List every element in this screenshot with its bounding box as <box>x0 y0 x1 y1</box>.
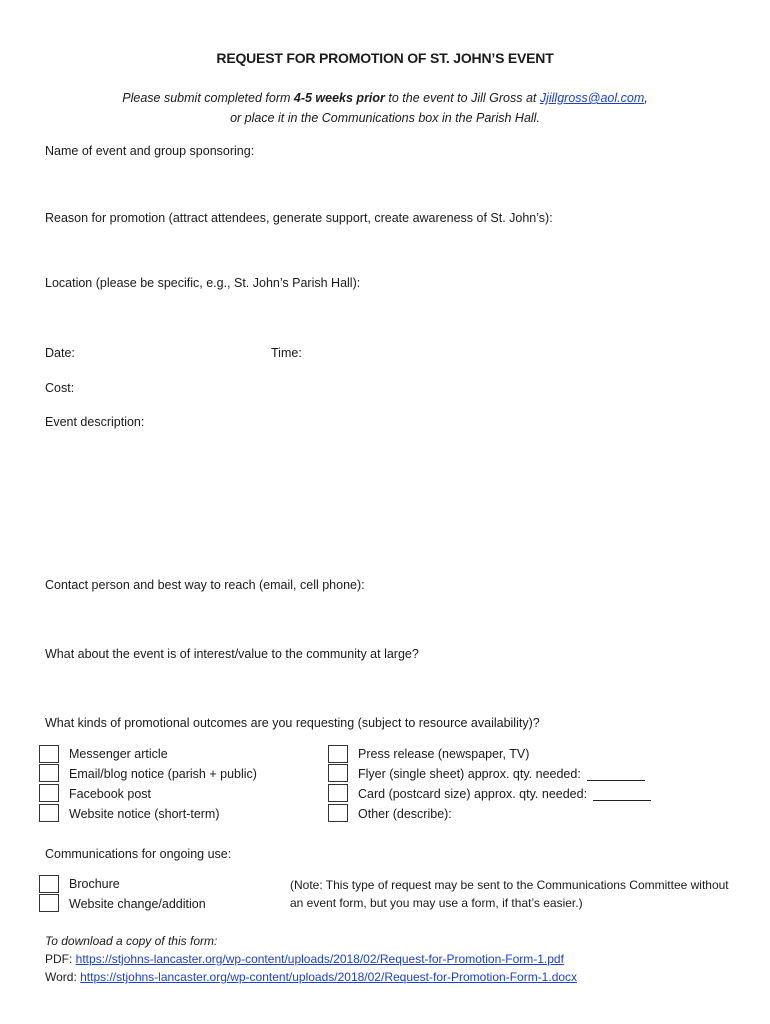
checkbox-item[interactable] <box>328 784 651 804</box>
checkbox[interactable] <box>39 875 59 893</box>
checkbox-label: Press release (newspaper, TV) <box>358 747 530 761</box>
note-text: (Note: This type of request may be sent to the Communications Committee without an event form, but you may use a form, if that’s easier.) <box>290 878 729 910</box>
word-line <box>45 968 577 986</box>
email-link[interactable]: Jjillgross@aol.com <box>539 91 645 105</box>
checkbox-item[interactable] <box>39 894 206 914</box>
pdf-link[interactable]: https://stjohns-lancaster.org/wp-content/uploads/2018/02/Request-for-Promotion-Form-1.pdf <box>75 952 564 966</box>
checkbox[interactable] <box>39 745 59 763</box>
intro-line-2: or place it in the Communications box in the Parish Hall. <box>230 111 540 125</box>
pdf-label: PDF: <box>45 952 76 966</box>
form-title: REQUEST FOR PROMOTION OF ST. JOHN’S EVENT <box>216 50 554 66</box>
ongoing-list <box>39 874 206 914</box>
checkbox[interactable] <box>39 894 59 912</box>
checkbox-item[interactable] <box>328 744 651 764</box>
time-label: Time: <box>271 346 302 360</box>
outcomes-left-list <box>39 744 257 824</box>
word-label: Word: <box>45 970 81 984</box>
checkbox-item[interactable] <box>39 764 257 784</box>
checkbox-label: Website change/addition <box>69 897 206 911</box>
word-link[interactable]: https://stjohns-lancaster.org/wp-content/uploads/2018/02/Request-for-Promotion-Form-1.docx <box>80 970 578 984</box>
intro-text-part: Please submit completed form <box>122 91 294 105</box>
checkbox-item[interactable] <box>328 764 651 784</box>
checkbox-label: Other (describe): <box>358 807 452 821</box>
checkbox[interactable] <box>39 764 59 782</box>
intro-text <box>0 88 770 128</box>
checkbox-item[interactable] <box>328 804 651 824</box>
checkbox-label: Facebook post <box>69 787 151 801</box>
checkbox-label: Brochure <box>69 877 120 891</box>
checkbox-label: Messenger article <box>69 747 168 761</box>
intro-text-part: to the event to Jill Gross at <box>384 91 540 105</box>
pdf-line <box>45 950 577 968</box>
intro-line-1 <box>0 88 770 108</box>
qty-blank[interactable] <box>587 768 645 781</box>
intro-text-part: , <box>644 91 648 105</box>
checkbox-item[interactable] <box>39 784 257 804</box>
checkbox-item[interactable] <box>39 744 257 764</box>
name-event-label: Name of event and group sponsoring: <box>45 144 255 158</box>
checkbox[interactable] <box>328 745 348 763</box>
reason-label: Reason for promotion (attract attendees, generate support, create awareness of St. John’s): <box>45 211 553 225</box>
checkbox-item[interactable] <box>39 874 206 894</box>
ongoing-label: Communications for ongoing use: <box>45 847 232 861</box>
checkbox-label: Card (postcard size) approx. qty. needed: <box>358 787 588 801</box>
download-section <box>45 932 577 986</box>
intro-deadline: 4-5 weeks prior <box>293 91 385 105</box>
checkbox-label: Website notice (short-term) <box>69 807 220 821</box>
checkbox[interactable] <box>39 804 59 822</box>
interest-label: What about the event is of interest/value to the community at large? <box>45 647 419 661</box>
checkbox[interactable] <box>328 804 348 822</box>
outcomes-label: What kinds of promotional outcomes are you requesting (subject to resource availability)? <box>45 716 540 730</box>
checkbox[interactable] <box>328 764 348 782</box>
checkbox-label: Email/blog notice (parish + public) <box>69 767 257 781</box>
download-heading: To download a copy of this form: <box>45 934 218 948</box>
checkbox-label: Flyer (single sheet) approx. qty. needed: <box>358 767 581 781</box>
qty-blank[interactable] <box>593 788 651 801</box>
contact-label: Contact person and best way to reach (email, cell phone): <box>45 578 365 592</box>
outcomes-right-list <box>328 744 651 824</box>
checkbox-item[interactable] <box>39 804 257 824</box>
description-label: Event description: <box>45 415 145 429</box>
checkbox[interactable] <box>39 784 59 802</box>
checkbox[interactable] <box>328 784 348 802</box>
date-label: Date: <box>45 346 75 360</box>
location-label: Location (please be specific, e.g., St. John’s Parish Hall): <box>45 276 361 290</box>
cost-label: Cost: <box>45 381 75 395</box>
